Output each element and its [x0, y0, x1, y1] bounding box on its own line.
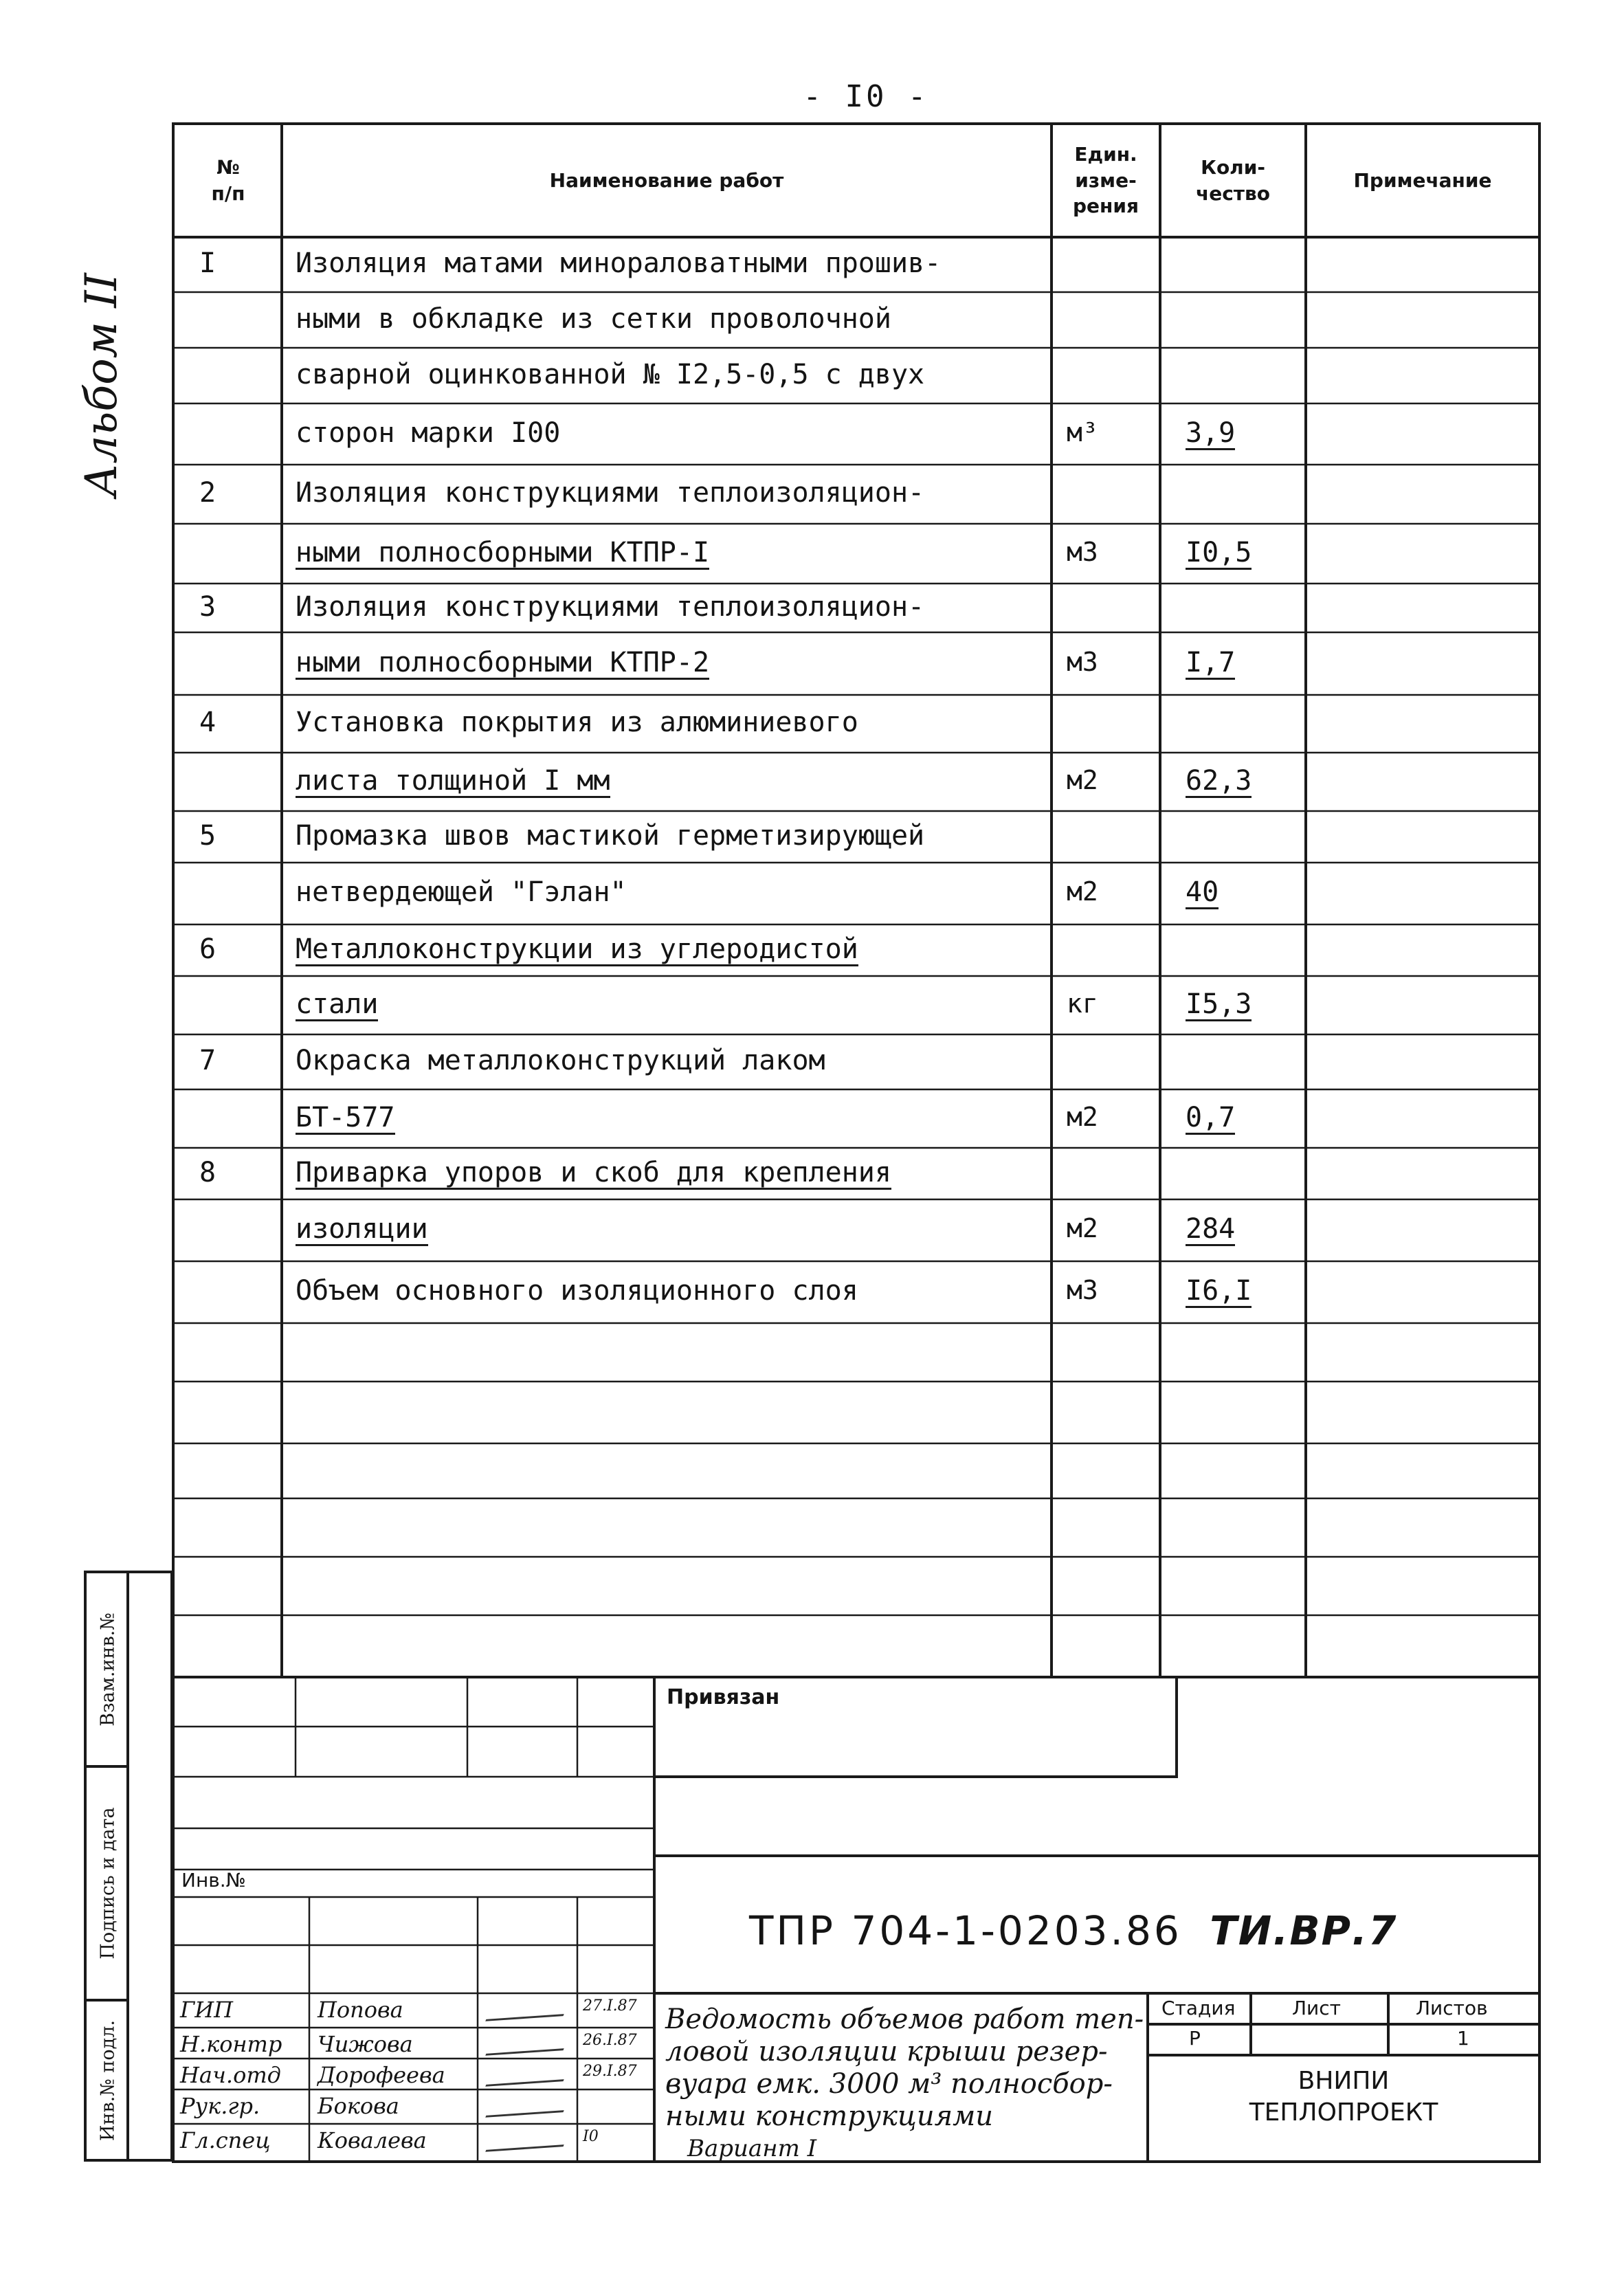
unit-cell: м³	[1067, 417, 1098, 447]
signature-name: Ковалева	[318, 2127, 427, 2153]
signature-name: Чижова	[318, 2031, 413, 2057]
document-code-main: ТПР 704-1-0203.86	[749, 1907, 1182, 1954]
drawing-title-line: ными конструкциями	[665, 2100, 993, 2132]
header-name: Наименование работ	[549, 168, 784, 192]
work-name: сварной оцинкованной № I2,5-0,5 с двух	[296, 358, 925, 390]
sheets-value: 1	[1457, 2027, 1469, 2050]
organization-line-1: ВНИПИ	[1298, 2067, 1390, 2095]
signature-role: Н.контр	[180, 2031, 282, 2057]
quantity-cell: 40	[1186, 876, 1219, 908]
sidebar-label-signature: Подпись и дата	[97, 1807, 119, 1960]
work-name: Окраска металлоконструкций лаком	[296, 1045, 825, 1076]
signature-name: Дорофеева	[318, 2062, 445, 2088]
row-number: 6	[199, 933, 216, 965]
table-row	[0, 348, 1624, 403]
header-no: № п/п	[211, 155, 245, 205]
signature-name: Попова	[318, 1997, 403, 2023]
unit-cell: м2	[1067, 876, 1098, 907]
unit-cell: м3	[1067, 1275, 1098, 1305]
signature-date: 26.I.87	[583, 2032, 637, 2049]
signature-date: 29.I.87	[583, 2063, 637, 2080]
quantity-cell: I0,5	[1186, 536, 1252, 568]
work-name: Установка покрытия из алюминиевого	[296, 707, 858, 738]
table-row	[0, 403, 1624, 465]
header-note: Примечание	[1353, 168, 1492, 192]
row-number: 3	[199, 590, 216, 623]
unit-cell: м3	[1067, 536, 1098, 567]
sheet-label: Лист	[1292, 1997, 1341, 2019]
signature-date: I0	[583, 2128, 599, 2145]
inv-no-label: Инв.№	[181, 1869, 246, 1892]
signature-role: Рук.гр.	[180, 2093, 260, 2119]
organization	[1149, 2065, 1538, 2129]
table-row	[0, 292, 1624, 348]
table-row	[0, 695, 1624, 753]
quantity-cell: 3,9	[1186, 417, 1236, 449]
sheets-label: Листов	[1416, 1997, 1488, 2019]
work-name: сторон марки I00	[296, 417, 561, 449]
row-number: 5	[199, 819, 216, 852]
unit-cell: м3	[1067, 646, 1098, 677]
work-name: стали	[296, 988, 379, 1020]
signature-name: Бокова	[318, 2093, 399, 2119]
drawing-title-line: Ведомость объемов работ теп-	[665, 2004, 1144, 2035]
organization-line-2: ТЕПЛОПРОЕКТ	[1249, 2098, 1438, 2127]
table-row	[0, 976, 1624, 1034]
page-number: - I0 -	[803, 79, 929, 114]
sidebar-label-replace: Взам.инв.№	[97, 1612, 119, 1727]
work-name: Изоляция конструкциями теплоизоляцион-	[296, 590, 925, 623]
work-name: Промазка швов мастикой герметизирующей	[296, 819, 925, 852]
document-code	[749, 1907, 1398, 1954]
drawing-title-line: ловой изоляции крыши резер-	[665, 2036, 1108, 2067]
quantity-cell: 284	[1186, 1213, 1236, 1245]
table-row	[0, 924, 1624, 976]
table-row	[0, 1034, 1624, 1089]
unit-cell: м2	[1067, 1213, 1098, 1243]
quantity-cell: I5,3	[1186, 988, 1252, 1020]
work-name: Изоляция конструкциями теплоизоляцион-	[296, 477, 925, 509]
table-row	[0, 237, 1624, 292]
work-name: нетвердеющей "Гэлан"	[296, 876, 627, 908]
album-label: Альбом II	[76, 273, 127, 497]
drawing-title-line: Вариант I	[687, 2135, 817, 2162]
row-number: 7	[199, 1045, 216, 1076]
stage-label: Стадия	[1161, 1997, 1236, 2019]
sidebar-label-inv: Инв.№ подл.	[97, 2019, 119, 2142]
table-row	[0, 753, 1624, 811]
unit-cell: м2	[1067, 764, 1098, 795]
work-name: ными в обкладке из сетки проволочной	[296, 302, 891, 335]
table-row	[0, 1261, 1624, 1323]
row-number: I	[199, 247, 216, 279]
table-row	[0, 1199, 1624, 1261]
table-row	[0, 632, 1624, 695]
work-name: ными полносборными КТПР-I	[296, 536, 710, 568]
work-name: Изоляция матами минораловатными прошив-	[296, 247, 942, 279]
unit-cell: м2	[1067, 1101, 1098, 1132]
work-name: Объем основного изоляционного слоя	[296, 1275, 858, 1307]
table-row	[0, 524, 1624, 584]
header-qty: Коли- чество	[1196, 155, 1270, 205]
work-name: изоляции	[296, 1213, 428, 1245]
table-row	[0, 1089, 1624, 1148]
quantity-cell: 0,7	[1186, 1101, 1236, 1133]
table-row	[0, 1148, 1624, 1199]
attached-label: Привязан	[667, 1685, 780, 1709]
drawing-title-line: вуара емк. 3000 м³ полносбор-	[665, 2068, 1113, 2100]
unit-cell: кг	[1067, 988, 1098, 1019]
stage-value: Р	[1189, 2027, 1201, 2050]
work-name: БТ-577	[296, 1101, 395, 1133]
signature-date: 27.I.87	[583, 1997, 637, 2015]
work-name: Металлоконструкции из углеродистой	[296, 933, 858, 965]
table-row	[0, 584, 1624, 632]
document-code-suffix: ТИ.ВР.7	[1210, 1907, 1398, 1954]
work-name: ными полносборными КТПР-2	[296, 646, 710, 678]
work-name: Приварка упоров и скоб для крепления	[296, 1156, 891, 1188]
quantity-cell: I6,I	[1186, 1275, 1252, 1307]
header-unit: Един. изме- рения	[1073, 142, 1139, 218]
signature-role: ГИП	[180, 1997, 233, 2023]
row-number: 4	[199, 707, 216, 738]
signature-role: Нач.отд	[180, 2062, 281, 2088]
table-row	[0, 465, 1624, 524]
work-name: листа толщиной I мм	[296, 764, 610, 797]
table-row	[0, 863, 1624, 924]
quantity-cell: I,7	[1186, 646, 1236, 678]
signature-role: Гл.спец	[180, 2127, 271, 2153]
quantity-cell: 62,3	[1186, 764, 1252, 797]
row-number: 8	[199, 1156, 216, 1188]
row-number: 2	[199, 477, 216, 509]
table-row	[0, 811, 1624, 863]
